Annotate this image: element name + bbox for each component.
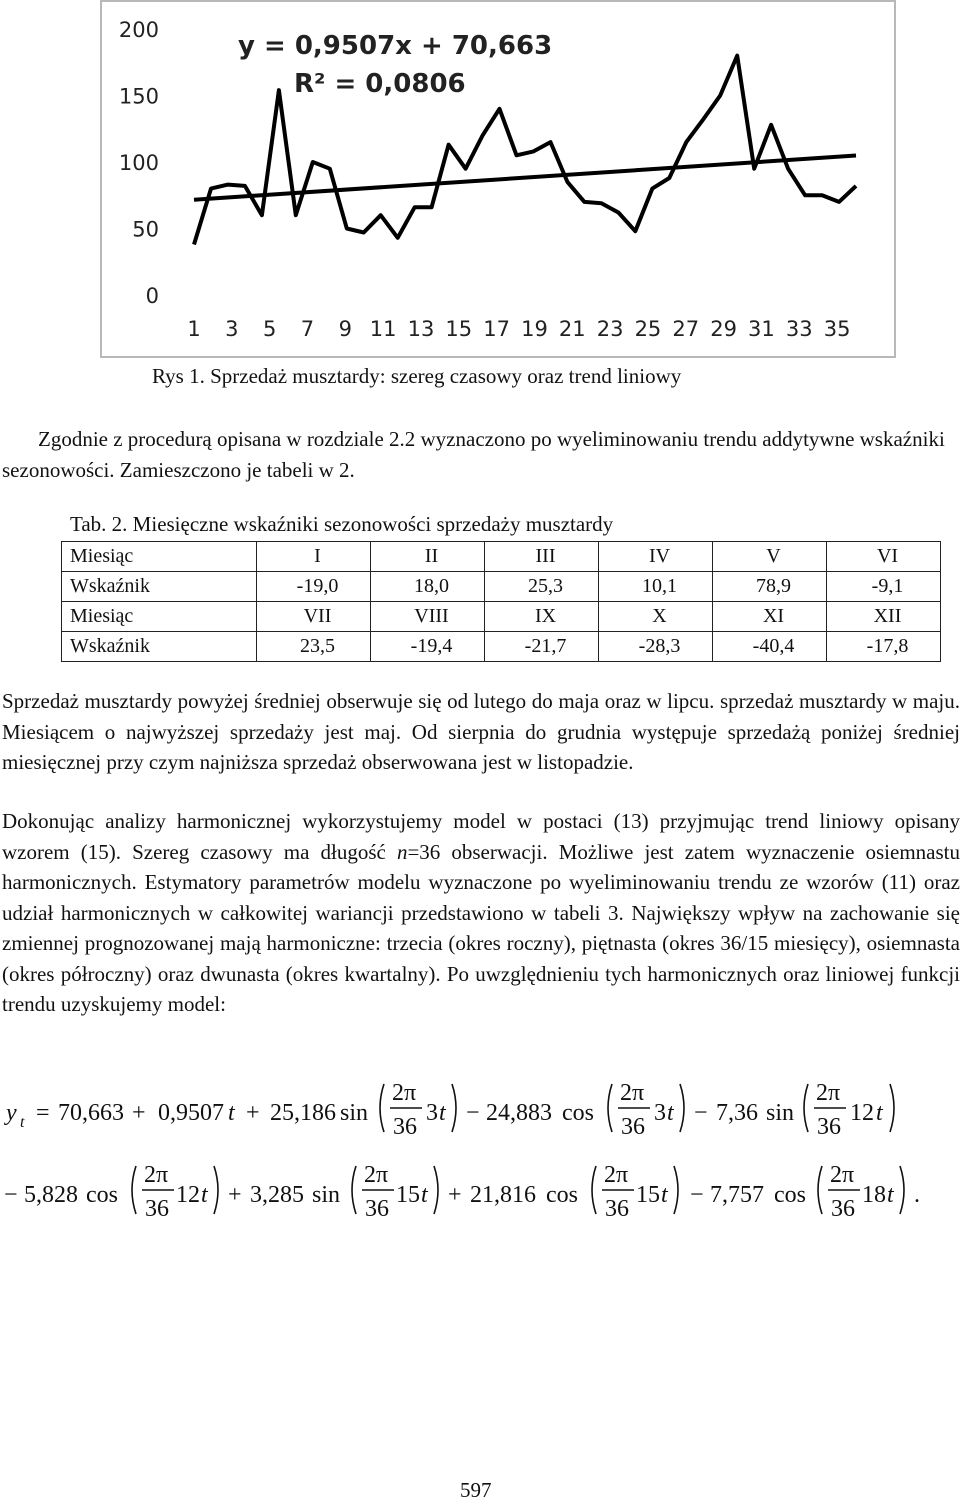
figure-caption: Rys 1. Sprzedaż musztardy: szereg czasowy oraz trend liniowy xyxy=(152,364,682,388)
formula-plus-3: + xyxy=(228,1182,242,1208)
table-row xyxy=(62,572,941,602)
paren-left-1 xyxy=(380,1084,384,1132)
table-cell: 23,5 xyxy=(257,632,371,662)
paren-right-1 xyxy=(452,1084,456,1132)
formula-minus-3: − xyxy=(4,1182,18,1208)
paren-right-3 xyxy=(890,1084,894,1132)
x-tick-label: 29 xyxy=(710,317,737,341)
table-cell: 10,1 xyxy=(599,572,713,602)
formula-a3: 25,186 xyxy=(270,1100,336,1126)
page-number: 597 xyxy=(460,1478,492,1502)
seasonality-table xyxy=(61,541,941,662)
table-cell: 78,9 xyxy=(713,572,827,602)
formula-sin-1: sin xyxy=(340,1100,369,1126)
table-cell: -19,0 xyxy=(257,572,371,602)
x-tick-label: 15 xyxy=(445,317,473,341)
table-cell: -40,4 xyxy=(713,632,827,662)
formula-t-6: t xyxy=(421,1182,428,1208)
paren-right-7 xyxy=(900,1166,904,1214)
formula-period: . xyxy=(914,1182,920,1208)
formula-sin-3: sin xyxy=(312,1182,341,1208)
r-squared: R² = 0,0806 xyxy=(294,69,466,99)
formula-k18: 18 xyxy=(862,1182,886,1208)
x-tick-label: 7 xyxy=(300,317,315,341)
formula-k3-1: 3 xyxy=(426,1100,438,1126)
table-cell: -9,1 xyxy=(827,572,941,602)
paragraph-2: Sprzedaż musztardy powyżej średniej obserwuje się od lutego do maja oraz w lipcu. sprzedaż musztardy w maju. Miesiącem o najwyższej sprzedaży jest maj. Od sierpnia do grudnia występuje sprzedażą poniżej średniej miesięcznej przy czym najniższa sprzedaż obserwowana jest w listopadzie. xyxy=(2,689,960,774)
table-cell: IX xyxy=(485,602,599,632)
formula-twopi-5: 2π xyxy=(364,1162,389,1188)
paren-left-4 xyxy=(132,1166,136,1214)
x-tick-label: 25 xyxy=(634,317,662,341)
formula-den-3: 36 xyxy=(817,1114,841,1140)
line-chart xyxy=(102,2,894,356)
y-tick-label: 50 xyxy=(132,217,159,242)
formula-sub-t: t xyxy=(20,1114,25,1131)
model-formula xyxy=(0,1070,960,1240)
paren-right-5 xyxy=(434,1166,438,1214)
formula-minus-2: − xyxy=(694,1100,708,1126)
table-title: Tab. 2. Miesięczne wskaźniki sezonowości sprzedaży musztardy xyxy=(70,512,614,536)
x-tick-label: 17 xyxy=(483,317,510,341)
formula-cos-4: cos xyxy=(774,1182,806,1208)
paragraph-3-part-b: =36 obserwacji. Możliwe jest zatem wyznaczenie osiemnastu harmonicznych. Estymatory parametrów modelu wyznaczone po wyeliminowaniu trendu ze wzorów (11) oraz udział harmonicznych w całkowitej wariancji przedstawiono w tabeli 3. Największy wpływ na zachowanie się zmiennej prognozowanej mają harmoniczne: trzecia (okres roczny), piętnasta (okres 36/15 miesięcy), osiemnasta (okres półroczny) oraz dwunasta (okres kwartalny). Po uwzględnieniu tych harmonicznych oraz liniowej funkcji trendu uzyskujemy model: xyxy=(2,839,960,1016)
paragraph-3 xyxy=(2,806,960,1020)
table-cell: 18,0 xyxy=(371,572,485,602)
paren-left-3 xyxy=(804,1084,808,1132)
paragraph-1: Zgodnie z procedurą opisana w rozdziale 2.2 wyznaczono po wyeliminowaniu trendu addytywne wskaźniki sezonowości. Zamieszczono je tabeli w 2. xyxy=(2,427,945,482)
variable-n: n xyxy=(396,839,408,864)
formula-den-1: 36 xyxy=(393,1114,417,1140)
paren-right-6 xyxy=(674,1166,678,1214)
formula-c1: 0,9507 xyxy=(158,1100,224,1126)
formula-den-7: 36 xyxy=(831,1196,855,1222)
formula-b3: 24,883 xyxy=(486,1100,552,1126)
trend-equation: y = 0,9507x + 70,663 xyxy=(238,31,553,61)
table-cell: III xyxy=(485,542,599,572)
formula-den-5: 36 xyxy=(365,1196,389,1222)
row-label-cell: Wskaźnik xyxy=(62,572,257,602)
paren-right-4 xyxy=(214,1166,218,1214)
formula-t-3: t xyxy=(667,1100,674,1126)
table-cell: XII xyxy=(827,602,941,632)
x-tick-label: 19 xyxy=(521,317,548,341)
x-tick-label: 3 xyxy=(225,317,239,341)
x-tick-label: 31 xyxy=(748,317,775,341)
formula-k12-2: 12 xyxy=(176,1182,200,1208)
formula-a12: 7,36 xyxy=(716,1100,758,1126)
formula-den-2: 36 xyxy=(621,1114,645,1140)
table-cell: -19,4 xyxy=(371,632,485,662)
formula-den-4: 36 xyxy=(145,1196,169,1222)
formula-k15-1: 15 xyxy=(396,1182,420,1208)
formula-cos-2: cos xyxy=(86,1182,118,1208)
formula-b18: 7,757 xyxy=(710,1182,764,1208)
row-label-cell: Wskaźnik xyxy=(62,632,257,662)
table-cell: I xyxy=(257,542,371,572)
formula-twopi-4: 2π xyxy=(144,1162,169,1188)
chart-figure xyxy=(100,0,896,358)
formula-k15-2: 15 xyxy=(636,1182,660,1208)
table-cell: V xyxy=(713,542,827,572)
paragraph-3-part-a: Dokonując analizy harmonicznej wykorzystujemy model w postaci (13) przyjmując trend liniowy opisany wzorem (15). Szereg czasowy ma długość xyxy=(2,809,960,864)
formula-a15: 3,285 xyxy=(250,1182,304,1208)
x-tick-label: 13 xyxy=(407,317,435,341)
formula-k3-2: 3 xyxy=(654,1100,666,1126)
x-tick-label: 21 xyxy=(558,317,586,341)
formula-c0: 70,663 xyxy=(58,1100,124,1126)
paren-left-5 xyxy=(352,1166,356,1214)
formula-twopi-7: 2π xyxy=(830,1162,855,1188)
paren-left-2 xyxy=(608,1084,612,1132)
formula-cos-3: cos xyxy=(546,1182,578,1208)
formula-t-4: t xyxy=(876,1100,883,1126)
table-cell: VI xyxy=(827,542,941,572)
x-tick-label: 23 xyxy=(596,317,624,341)
formula-minus-4: − xyxy=(690,1182,704,1208)
formula-k12-1: 12 xyxy=(850,1100,874,1126)
x-tick-label: 1 xyxy=(187,317,201,341)
formula-y: y xyxy=(6,1100,17,1126)
table-cell: -17,8 xyxy=(827,632,941,662)
table-row xyxy=(62,632,941,662)
formula-plus-2: + xyxy=(246,1100,260,1126)
table-row xyxy=(62,602,941,632)
formula-b12: 5,828 xyxy=(24,1182,78,1208)
row-label-cell: Miesiąc xyxy=(62,542,257,572)
formula-t-7: t xyxy=(661,1182,668,1208)
x-tick-label: 33 xyxy=(785,317,813,341)
row-label-cell: Miesiąc xyxy=(62,602,257,632)
formula-den-6: 36 xyxy=(605,1196,629,1222)
formula-t-5: t xyxy=(201,1182,208,1208)
x-tick-label: 35 xyxy=(823,317,851,341)
table-cell: -28,3 xyxy=(599,632,713,662)
table-cell: IV xyxy=(599,542,713,572)
paren-left-6 xyxy=(592,1166,596,1214)
formula-eq: = xyxy=(36,1100,50,1126)
table-cell: VIII xyxy=(371,602,485,632)
paren-right-2 xyxy=(680,1084,684,1132)
formula-twopi-3: 2π xyxy=(816,1080,841,1106)
formula-twopi-1: 2π xyxy=(392,1080,417,1106)
table-cell: -21,7 xyxy=(485,632,599,662)
y-tick-label: 100 xyxy=(118,151,159,175)
table-cell: 25,3 xyxy=(485,572,599,602)
table-cell: X xyxy=(599,602,713,632)
formula-t-1: t xyxy=(228,1100,235,1126)
y-tick-label: 150 xyxy=(118,84,159,109)
formula-b15: 21,816 xyxy=(470,1182,536,1208)
x-tick-label: 5 xyxy=(262,317,277,341)
formula-plus-4: + xyxy=(448,1182,462,1208)
table-cell: VII xyxy=(257,602,371,632)
formula-t-8: t xyxy=(887,1182,894,1208)
table-cell: II xyxy=(371,542,485,572)
paren-left-7 xyxy=(818,1166,822,1214)
formula-plus-1: + xyxy=(132,1100,146,1126)
formula-twopi-2: 2π xyxy=(620,1080,645,1106)
table-row xyxy=(62,542,941,572)
formula-twopi-6: 2π xyxy=(604,1162,629,1188)
y-tick-label: 200 xyxy=(118,18,159,42)
x-tick-label: 11 xyxy=(369,317,397,341)
table-cell: XI xyxy=(713,602,827,632)
formula-minus-1: − xyxy=(466,1100,480,1126)
formula-t-2: t xyxy=(439,1100,446,1126)
y-tick-label: 0 xyxy=(145,284,159,308)
formula-sin-2: sin xyxy=(766,1100,795,1126)
x-tick-label: 9 xyxy=(338,317,353,341)
formula-cos-1: cos xyxy=(562,1100,594,1126)
x-tick-label: 27 xyxy=(672,317,700,341)
